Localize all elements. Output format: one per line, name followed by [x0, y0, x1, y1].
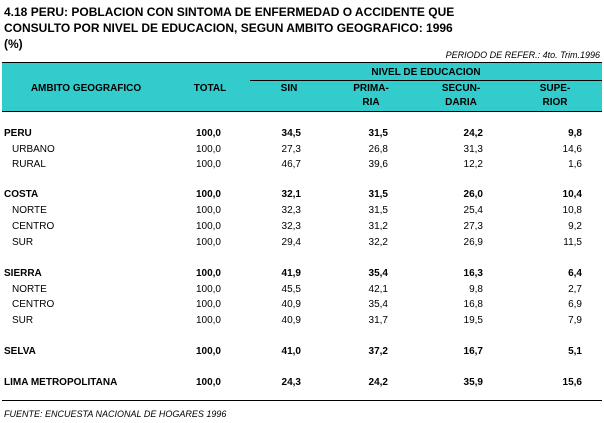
- cell-primaria: 26,8: [368, 144, 388, 155]
- cell-superior: 5,1: [568, 346, 582, 357]
- cell-sin: 29,4: [281, 237, 301, 248]
- cell-total: 100,0: [195, 299, 221, 310]
- header-sin: SIN: [280, 83, 298, 94]
- row-label-urbano: URBANO: [12, 144, 55, 155]
- cell-superior: 9,2: [568, 221, 582, 232]
- cell-secundaria: 16,3: [463, 268, 483, 279]
- source-footnote: FUENTE: ENCUESTA NACIONAL DE HOGARES 1996: [4, 409, 227, 419]
- cell-total: 100,0: [195, 128, 221, 139]
- cell-primaria: 35,4: [368, 268, 388, 279]
- cell-sin: 32,1: [281, 189, 301, 200]
- header-bottom-rule: [2, 111, 602, 112]
- cell-total: 100,0: [195, 268, 221, 279]
- table-title-line-2: CONSULTO POR NIVEL DE EDUCACION, SEGUN AMBITO GEOGRAFICO: 1996: [4, 21, 453, 35]
- cell-total: 100,0: [195, 284, 221, 295]
- cell-primaria: 31,5: [368, 189, 388, 200]
- cell-secundaria: 16,8: [463, 299, 483, 310]
- cell-total: 100,0: [195, 237, 221, 248]
- cell-primaria: 35,4: [368, 299, 388, 310]
- header-secundaria-1: SECUN-: [441, 83, 481, 94]
- header-primaria-2: RIA: [362, 97, 380, 108]
- cell-superior: 7,9: [568, 315, 582, 326]
- row-label-sierra: SIERRA: [4, 268, 42, 279]
- header-top-rule: [2, 62, 602, 63]
- cell-secundaria: 9,8: [469, 284, 483, 295]
- row-label-centro: CENTRO: [12, 299, 55, 310]
- row-label-lima-metropolitana: LIMA METROPOLITANA: [4, 377, 118, 388]
- cell-sin: 32,3: [281, 221, 301, 232]
- cell-total: 100,0: [195, 159, 221, 170]
- header-superior-1: SUPE-: [539, 83, 571, 94]
- cell-secundaria: 25,4: [463, 205, 483, 216]
- cell-sin: 45,5: [281, 284, 301, 295]
- row-label-sur: SUR: [12, 315, 34, 326]
- cell-primaria: 32,2: [368, 237, 388, 248]
- cell-primaria: 31,2: [368, 221, 388, 232]
- cell-sin: 24,3: [281, 377, 301, 388]
- cell-superior: 10,8: [562, 205, 582, 216]
- cell-superior: 11,5: [563, 237, 582, 248]
- row-label-costa: COSTA: [4, 189, 39, 200]
- reference-period: PERIODO DE REFER.: 4to. Trim.1996: [445, 50, 600, 60]
- cell-secundaria: 16,7: [463, 346, 483, 357]
- row-label-sur: SUR: [12, 237, 34, 248]
- row-label-rural: RURAL: [12, 159, 46, 170]
- header-superior-2: RIOR: [542, 97, 568, 108]
- cell-primaria: 24,2: [368, 377, 388, 388]
- cell-secundaria: 24,2: [463, 128, 483, 139]
- cell-total: 100,0: [195, 189, 221, 200]
- cell-primaria: 31,7: [368, 315, 388, 326]
- header-secundaria-2: DARIA: [445, 97, 477, 108]
- cell-superior: 9,8: [568, 128, 582, 139]
- cell-total: 100,0: [195, 377, 221, 388]
- cell-secundaria: 26,9: [463, 237, 483, 248]
- row-label-centro: CENTRO: [12, 221, 55, 232]
- cell-secundaria: 26,0: [463, 189, 483, 200]
- header-total: TOTAL: [193, 83, 227, 94]
- cell-secundaria: 12,2: [463, 159, 483, 170]
- cell-superior: 15,6: [562, 377, 582, 388]
- cell-total: 100,0: [195, 346, 221, 357]
- cell-superior: 2,7: [568, 284, 582, 295]
- row-label-peru: PERU: [4, 128, 32, 139]
- cell-sin: 40,9: [281, 299, 301, 310]
- cell-primaria: 42,1: [368, 284, 388, 295]
- cell-sin: 27,3: [281, 144, 301, 155]
- cell-superior: 6,9: [568, 299, 582, 310]
- cell-superior: 1,6: [568, 159, 582, 170]
- cell-sin: 34,5: [281, 128, 301, 139]
- table-title-unit: (%): [4, 37, 23, 51]
- row-label-selva: SELVA: [4, 346, 36, 357]
- cell-secundaria: 27,3: [463, 221, 483, 232]
- cell-superior: 6,4: [568, 268, 582, 279]
- cell-primaria: 37,2: [368, 346, 388, 357]
- cell-secundaria: 31,3: [463, 144, 483, 155]
- cell-total: 100,0: [195, 144, 221, 155]
- table-title-line-1: 4.18 PERU: POBLACION CON SINTOMA DE ENFERMEDAD O ACCIDENTE QUE: [4, 5, 455, 19]
- table-bottom-rule: [2, 400, 602, 401]
- cell-sin: 41,9: [281, 268, 301, 279]
- row-label-norte: NORTE: [12, 205, 47, 216]
- header-primaria-1: PRIMA-: [353, 83, 389, 94]
- cell-secundaria: 19,5: [463, 315, 483, 326]
- cell-superior: 10,4: [562, 189, 582, 200]
- cell-primaria: 31,5: [368, 205, 388, 216]
- cell-total: 100,0: [195, 315, 221, 326]
- header-nivel-educacion: NIVEL DE EDUCACION: [371, 67, 481, 78]
- header-ambito: AMBITO GEOGRAFICO: [30, 83, 142, 94]
- cell-sin: 41,0: [281, 346, 301, 357]
- cell-primaria: 31,5: [368, 128, 388, 139]
- cell-sin: 40,9: [281, 315, 301, 326]
- cell-total: 100,0: [195, 221, 221, 232]
- cell-total: 100,0: [195, 205, 221, 216]
- cell-primaria: 39,6: [368, 159, 388, 170]
- cell-sin: 46,7: [281, 159, 301, 170]
- cell-secundaria: 35,9: [463, 377, 483, 388]
- cell-superior: 14,6: [562, 144, 582, 155]
- cell-sin: 32,3: [281, 205, 301, 216]
- row-label-norte: NORTE: [12, 284, 47, 295]
